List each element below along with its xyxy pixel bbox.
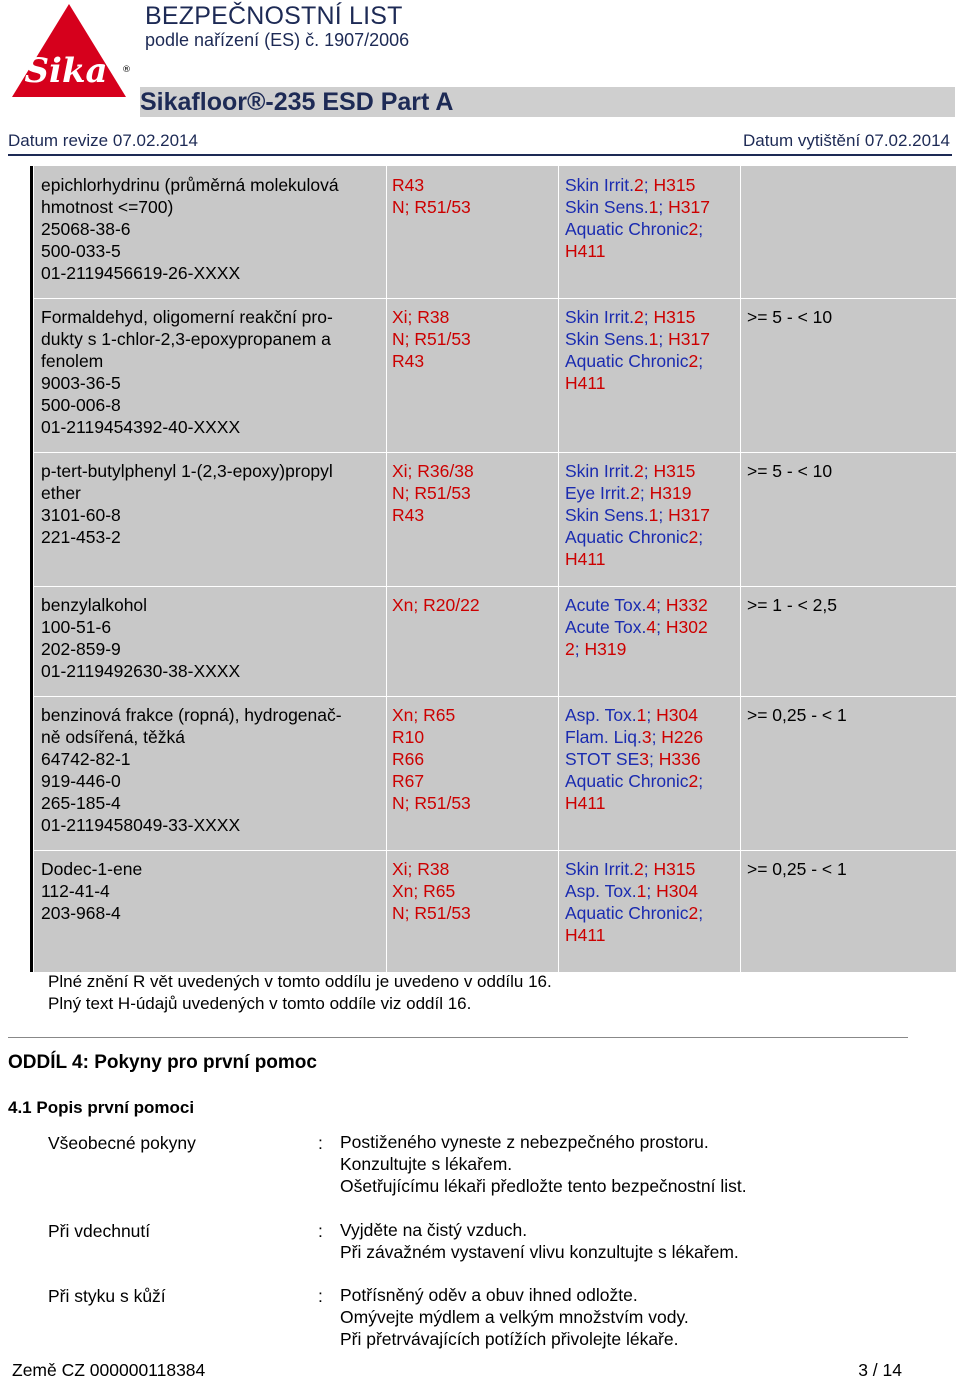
hazard-category: 4	[646, 617, 657, 637]
h-statement: Aquatic Chronic2; H411	[565, 351, 704, 393]
hazard-category: 3	[639, 749, 649, 769]
header-rule	[8, 154, 952, 156]
hazard-class: Asp. Tox.	[565, 705, 637, 725]
row-divider	[34, 586, 956, 587]
first-aid-colon: :	[318, 1221, 323, 1241]
h-statement: STOT SE3; H336	[565, 749, 701, 769]
hazard-class: Acute Tox.	[565, 595, 647, 615]
hazard-class: Skin Irrit.	[565, 175, 635, 195]
component-concentration: >= 5 - < 10	[747, 461, 833, 481]
hazard-category: 2	[565, 639, 575, 659]
component-concentration: >= 1 - < 2,5	[747, 595, 837, 615]
hazard-code: H226	[661, 727, 704, 747]
component-r-phrases: Xi; R38 Xn; R65 N; R51/53	[392, 859, 471, 923]
component-name: benzylalkohol 100-51-6 202-859-9 01-2119492630-38-XXXX	[41, 595, 241, 681]
r-phrase-note: Plné znění R vět uvedených v tomto oddílu je uvedeno v oddílu 16.	[48, 972, 552, 991]
component-r-phrases: R43 N; R51/53	[392, 175, 471, 217]
first-aid-text-general: Postiženého vyneste z nebezpečného prostoru. Konzultujte s lékařem. Ošetřujícímu lékaři předložte tento bezpečnostní list.	[340, 1132, 747, 1196]
h-statement: Skin Irrit.2; H315	[565, 307, 696, 327]
h-statement: Skin Sens.1; H317	[565, 197, 710, 217]
row-divider	[34, 696, 956, 697]
h-statement: Aquatic Chronic2; H411	[565, 771, 704, 813]
h-statement: 2; H319	[565, 639, 627, 659]
hazard-class: Aquatic Chronic	[565, 771, 689, 791]
hazard-class: Acute Tox.	[565, 617, 647, 637]
first-aid-label-skin: Při styku s kůží	[48, 1286, 166, 1306]
component-h-statements	[565, 306, 740, 394]
print-date: Datum vytištění 07.02.2014	[743, 131, 950, 150]
hazard-class: Aquatic Chronic	[565, 527, 689, 547]
hazard-class: Skin Irrit.	[565, 307, 635, 327]
hazard-code: H411	[565, 549, 606, 569]
h-statement: Asp. Tox.1; H304	[565, 881, 698, 901]
h-statement: Skin Sens.1; H317	[565, 505, 710, 525]
component-h-statements	[565, 704, 740, 814]
h-statement: Asp. Tox.1; H304	[565, 705, 698, 725]
hazard-code: H315	[653, 307, 696, 327]
hazard-category: 4	[646, 595, 657, 615]
hazard-class: Skin Sens.	[565, 505, 649, 525]
hazard-code: H319	[649, 483, 692, 503]
component-concentration: >= 0,25 - < 1	[747, 859, 847, 879]
row-divider	[34, 452, 956, 453]
hazard-category: 1	[648, 329, 659, 349]
hazard-class: Eye Irrit.	[565, 483, 631, 503]
hazard-code: H315	[653, 859, 696, 879]
row-divider	[34, 298, 956, 299]
components-table	[34, 166, 956, 972]
hazard-class: Aquatic Chronic	[565, 351, 689, 371]
h-statement: Acute Tox.4; H332	[565, 595, 708, 615]
h-statement: Aquatic Chronic2; H411	[565, 219, 704, 261]
first-aid-label-inhalation: Při vdechnutí	[48, 1221, 151, 1241]
component-r-phrases: Xn; R20/22	[392, 595, 480, 615]
hazard-class: STOT SE	[565, 749, 640, 769]
hazard-category: 1	[648, 505, 659, 525]
hazard-code: H411	[565, 793, 606, 813]
hazard-code: H411	[565, 373, 606, 393]
first-aid-colon: :	[318, 1286, 323, 1306]
component-name: Dodec-1-ene 112-41-4 203-968-4	[41, 859, 143, 923]
hazard-category: 2	[634, 175, 644, 195]
hazard-class: Skin Sens.	[565, 329, 649, 349]
component-concentration: >= 0,25 - < 1	[747, 705, 847, 725]
component-r-phrases: Xn; R65 R10 R66 R67 N; R51/53	[392, 705, 471, 813]
h-statement: Eye Irrit.2; H319	[565, 483, 692, 503]
hazard-category: 2	[688, 219, 699, 239]
row-divider	[34, 850, 956, 851]
h-statement: Acute Tox.4; H302	[565, 617, 708, 637]
component-name: p-tert-butylphenyl 1-(2,3-epoxy)propyl ether 3101-60-8 221-453-2	[41, 461, 333, 547]
component-name: epichlorhydrinu (průměrná molekulová hmotnost <=700) 25068-38-6 500-033-5 01-2119456619-26-XXXX	[41, 175, 339, 283]
hazard-class: Flam. Liq.	[565, 727, 642, 747]
hazard-category: 2	[688, 351, 699, 371]
hazard-code: H317	[668, 197, 710, 217]
h-statement: Skin Irrit.2; H315	[565, 859, 696, 879]
hazard-category: 2	[688, 771, 699, 791]
hazard-category: 2	[630, 483, 640, 503]
section-rule	[8, 1037, 908, 1038]
hazard-category: 2	[688, 527, 699, 547]
document-subtitle: podle nařízení (ES) č. 1907/2006	[145, 30, 410, 50]
hazard-class: Skin Irrit.	[565, 461, 635, 481]
hazard-category: 3	[641, 727, 652, 747]
hazard-class: Asp. Tox.	[565, 881, 637, 901]
component-h-statements	[565, 858, 740, 946]
hazard-category: 1	[648, 197, 659, 217]
component-h-statements	[565, 594, 740, 660]
svg-text:®: ®	[122, 65, 131, 75]
subsection-heading: 4.1 Popis první pomoci	[8, 1098, 195, 1117]
footer-page-number: 3 / 14	[858, 1360, 902, 1380]
first-aid-text-inhalation: Vyjděte na čistý vzduch. Při závažném vystavení vlivu konzultujte s lékařem.	[340, 1220, 739, 1262]
hazard-class: Skin Sens.	[565, 197, 649, 217]
hazard-category: 2	[634, 307, 644, 327]
hazard-code: H304	[656, 881, 698, 901]
hazard-class: Skin Irrit.	[565, 859, 635, 879]
product-name: Sikafloor®-235 ESD Part A	[140, 88, 454, 116]
hazard-code: H315	[653, 461, 696, 481]
component-name: benzinová frakce (ropná), hydrogenač- ně odsířená, těžká 64742-82-1 919-446-0 265-185-4 01-2119458049-33-XXXX	[41, 705, 342, 835]
hazard-class: Aquatic Chronic	[565, 219, 689, 239]
h-statement: Flam. Liq.3; H226	[565, 727, 704, 747]
hazard-code: H336	[658, 749, 701, 769]
h-statement: Skin Sens.1; H317	[565, 329, 710, 349]
hazard-category: 2	[634, 859, 644, 879]
hazard-code: H411	[565, 241, 606, 261]
h-statement: Skin Irrit.2; H315	[565, 175, 696, 195]
hazard-code: H411	[565, 925, 606, 945]
logo-text: Sika	[24, 51, 108, 91]
first-aid-label-general: Všeobecné pokyny	[48, 1133, 196, 1153]
section-heading: ODDÍL 4: Pokyny pro první pomoc	[8, 1052, 317, 1073]
document-title: BEZPEČNOSTNÍ LIST	[145, 2, 403, 30]
hazard-code: H332	[665, 595, 708, 615]
component-r-phrases: Xi; R36/38 N; R51/53 R43	[392, 461, 474, 525]
first-aid-text-skin: Potřísněný oděv a obuv ihned odložte. Omývejte mýdlem a velkým množstvím vody. Při přetrvávajících potížích přivolejte lékaře.	[340, 1285, 689, 1349]
hazard-category: 1	[636, 881, 647, 901]
hazard-code: H319	[584, 639, 627, 659]
revision-date: Datum revize 07.02.2014	[8, 131, 198, 150]
component-name: Formaldehyd, oligomerní reakční pro- dukty s 1-chlor-2,3-epoxypropanem a fenolem 9003-36-5 500-006-8 01-2119454392-40-XXXX	[41, 307, 333, 437]
component-concentration: >= 5 - < 10	[747, 307, 833, 327]
first-aid-colon: :	[318, 1133, 323, 1153]
hazard-category: 2	[634, 461, 644, 481]
hazard-code: H302	[665, 617, 708, 637]
h-statement: Aquatic Chronic2; H411	[565, 527, 704, 569]
hazard-category: 1	[636, 705, 647, 725]
component-h-statements	[565, 460, 740, 570]
hazard-code: H315	[653, 175, 696, 195]
footer-country: Země CZ 000000118384	[12, 1360, 206, 1380]
h-statement: Skin Irrit.2; H315	[565, 461, 696, 481]
hazard-category: 2	[688, 903, 699, 923]
h-statement: Aquatic Chronic2; H411	[565, 903, 704, 945]
hazard-class: Aquatic Chronic	[565, 903, 689, 923]
sika-logo	[10, 2, 131, 100]
component-h-statements	[565, 174, 740, 262]
hazard-code: H317	[668, 329, 710, 349]
h-statement-note: Plný text H-údajů uvedených v tomto oddíle viz oddíl 16.	[48, 994, 472, 1013]
component-r-phrases: Xi; R38 N; R51/53 R43	[392, 307, 471, 371]
hazard-code: H304	[656, 705, 698, 725]
hazard-code: H317	[668, 505, 710, 525]
